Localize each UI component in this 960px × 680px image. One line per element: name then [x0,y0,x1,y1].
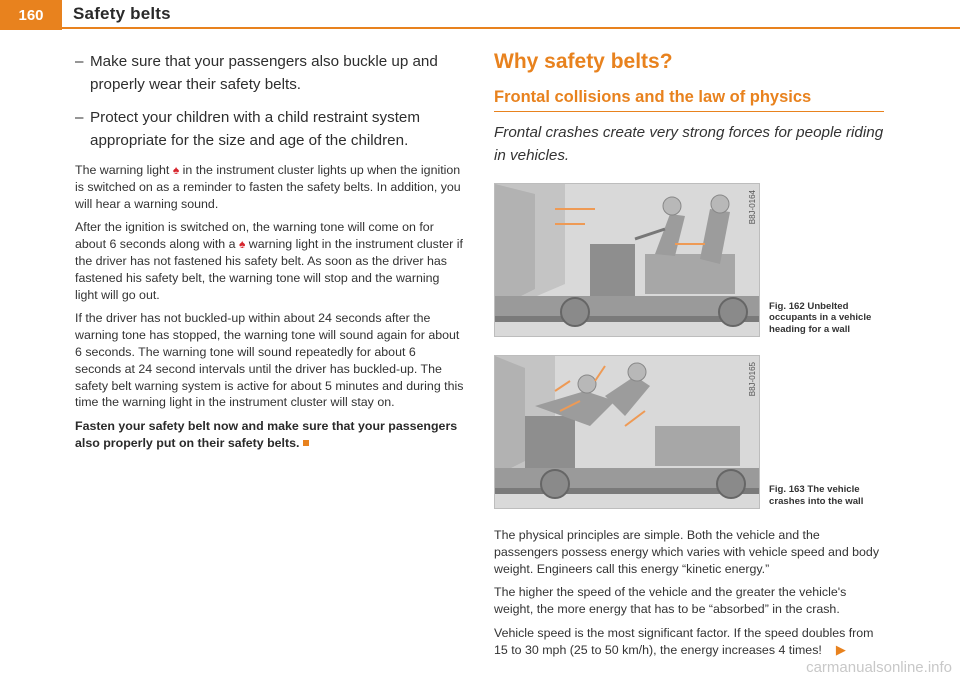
paragraph: If the driver has not buckled-up within about 24 seconds after the warning tone has stopped, the warning tone will sound again for about 6 seconds. The warning tone will sound repeatedly for about 6 seconds at 24 second intervals until the driver has buckled-up. The safety belt warning system is active for about 5 minutes and during this time the warning light in the instrument cluster will stay on. [75,311,464,410]
paragraph-emphasis: Fasten your safety belt now and make sure that your passengers also properly put on their safety belts. [75,419,458,450]
paragraph: The warning light ♠ in the instrument cluster lights up when the ignition is switched on as a reminder to fasten the safety belts. In addition, you will hear a warning sound. [75,163,461,211]
subheading-rule [494,111,884,112]
subheading: Frontal collisions and the law of physics [494,88,812,106]
continue-arrow-icon: ▶ [835,641,846,657]
watermark: carmanualsonline.info [806,659,952,676]
list-item: – Make sure that your passengers also buckle up and properly wear their safety belts. [75,53,438,93]
figure-image [494,183,760,337]
header-rule [62,27,960,29]
figure-image [494,355,760,509]
seatbelt-warning-icon: ♠ [172,163,180,177]
crash-illustration-impact [495,356,759,508]
paragraph: Vehicle speed is the most significant factor. If the speed doubles from 15 to 30 mph (25 to 50 km/h), the energy increases 4 times! ▶ [494,625,874,657]
section-title: Safety belts [73,4,171,23]
page-number: 160 [0,0,62,30]
right-column [494,50,884,666]
paragraph: The higher the speed of the vehicle and the greater the vehicle's weight, the more energy that has to be “absorbed” in the crash. [494,585,847,617]
end-of-section-icon [303,440,309,446]
figure-162 [494,183,884,335]
crash-illustration-approach [495,184,759,336]
figure-caption: Fig. 162 Unbelted occupants in a vehicle heading for a wall [769,300,872,335]
list-item: – Protect your children with a child restraint system appropriate for the size and age of the children. [75,109,421,149]
paragraph: After the ignition is switched on, the warning tone will come on for about 6 seconds along with a ♠ warning light in the instrument cluster if the driver has not fastened his safety belt. As soon as the driver has fastened his safety belt, the warning tone will stop and the warning light will go out. [75,220,463,302]
seatbelt-warning-icon: ♠ [238,237,246,252]
paragraph: The physical principles are simple. Both the vehicle and the passengers possess energy which varies with vehicle speed and body weight. Engineers call this energy “kinetic energy.” [494,528,880,576]
lead-text: Frontal crashes create very strong forces for people riding in vehicles. [494,124,884,164]
figure-code: B8J-0165 [748,362,757,397]
left-column [75,50,465,459]
figure-caption: Fig. 163 The vehicle crashes into the wall [769,484,864,507]
figure-163 [494,355,884,507]
figure-code: B8J-0164 [748,190,757,225]
heading: Why safety belts? [494,50,673,73]
